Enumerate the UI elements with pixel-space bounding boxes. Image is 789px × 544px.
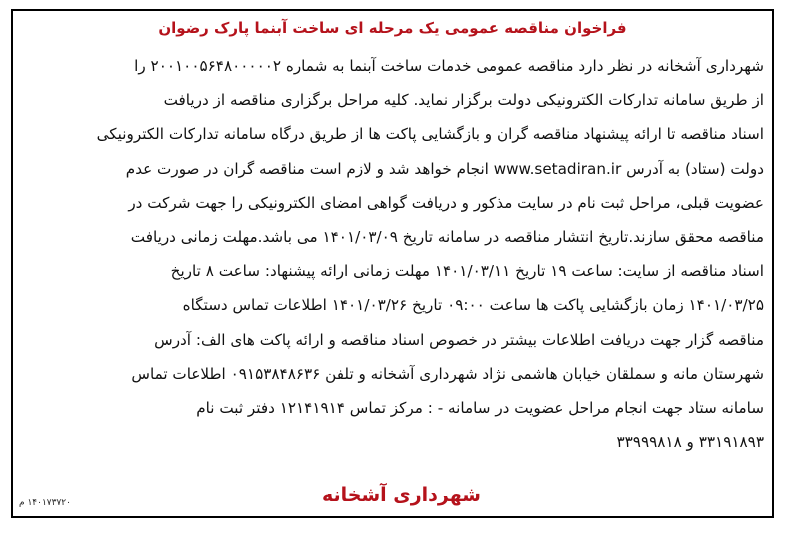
notice-frame	[11, 9, 774, 518]
notice-line: شهرداری آشخانه در نظر دارد مناقصه عمومی خدمات ساخت آبنما به شماره ۲۰۰۱۰۰۵۶۴۸۰۰۰۰۰۲ را	[134, 57, 764, 75]
notice-line: شهرستان مانه و سملقان خیابان هاشمی نژاد شهرداری آشخانه و تلفن ۰۹۱۵۳۸۴۸۶۳۶ اطلاعات تماس	[131, 364, 764, 383]
notice-line: سامانه ستاد جهت انجام مراحل عضویت در سامانه - : مرکز تماس ۱۲۱۴۱۹۱۴ دفتر ثبت نام	[196, 398, 764, 417]
notice-line: از طریق سامانه تدارکات الکترونیکی دولت برگزار نماید. کلیه مراحل برگزاری مناقصه از دریافت	[163, 91, 764, 110]
notice-line: دولت (ستاد) به آدرس www.setadiran.ir انجام خواهد شد و لازم است مناقصه گران در صورت عدم	[125, 159, 764, 178]
signature: شهرداری آشخانه	[322, 484, 481, 506]
notice-footer	[17, 470, 764, 510]
notice-line: اسناد مناقصه تا ارائه پیشنهاد مناقصه گران و بازگشایی پاکت ها از طریق درگاه سامانه تدارکات الکترونیکی	[96, 125, 764, 144]
notice-line: عضویت قبلی، مراحل ثبت نام در سایت مذکور و دریافت گواهی امضای الکترونیکی را جهت شرکت در	[128, 193, 764, 212]
notice-line: مناقصه گزار جهت دریافت اطلاعات بیشتر در خصوص اسناد مناقصه و ارائه پاکت های الف: آدرس	[154, 330, 764, 349]
notice-line: ۳۳۱۹۱۸۹۳ و ۳۳۹۹۹۸۱۸	[616, 433, 764, 452]
notice-title: فراخوان مناقصه عمومی یک مرحله ای ساخت آبنما پارک رضوان	[158, 19, 627, 37]
notice-body	[21, 49, 764, 459]
notice-line: مناقصه محقق سازند.تاریخ انتشار مناقصه در سامانه تاریخ ۱۴۰۱/۰۳/۰۹ می باشد.مهلت زمانی دریافت	[130, 227, 764, 246]
notice-line: ۱۴۰۱/۰۳/۲۵ زمان بازگشایی پاکت ها ساعت ۰۹:۰۰ تاریخ ۱۴۰۱/۰۳/۲۶ اطلاعات تماس دستگاه	[182, 296, 764, 315]
publication-code: ۱۴۰۱۷۳۷۲۰ م	[19, 498, 71, 508]
notice-line: اسناد مناقصه از سایت: ساعت ۱۹ تاریخ ۱۴۰۱/۰۳/۱۱ مهلت زمانی ارائه پیشنهاد: ساعت ۸ تاریخ	[170, 262, 764, 281]
